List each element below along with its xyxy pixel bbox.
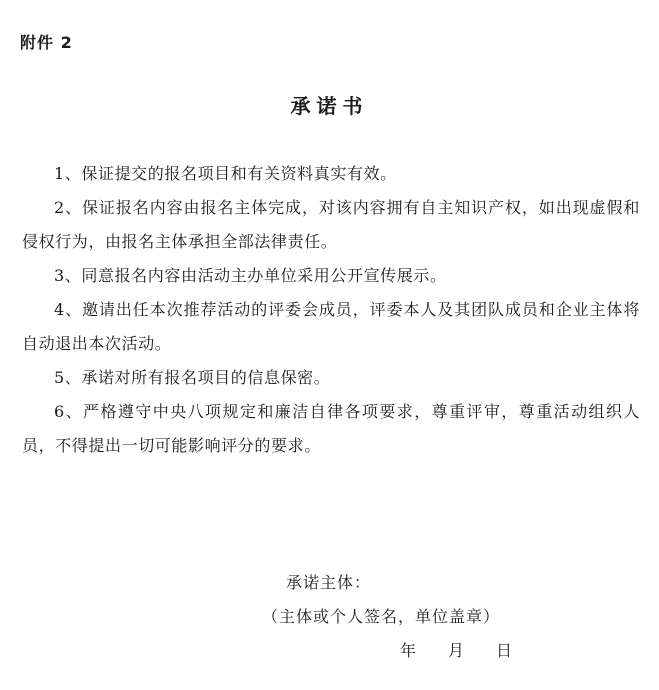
attachment-label: 附件 2 bbox=[20, 33, 73, 52]
commitment-body bbox=[22, 157, 640, 463]
signer-label: 承诺主体： bbox=[286, 573, 372, 592]
signature-instruction: （主体或个人签名，单位盖章） bbox=[262, 607, 501, 626]
commitment-item-4: 4、邀请出任本次推荐活动的评委会成员，评委本人及其团队成员和企业主体将自动退出本次活动。 bbox=[22, 300, 640, 353]
commitment-item-3: 3、同意报名内容由活动主办单位采用公开宣传展示。 bbox=[54, 266, 447, 285]
date-day-label: 日 bbox=[496, 641, 513, 660]
date-month-label: 月 bbox=[448, 641, 465, 660]
document-title: 承诺书 bbox=[290, 94, 369, 118]
date-line bbox=[400, 638, 512, 661]
commitment-item-2: 2、保证报名内容由报名主体完成，对该内容拥有自主知识产权，如出现虚假和侵权行为，由报名主体承担全部法律责任。 bbox=[22, 198, 640, 251]
date-year-label: 年 bbox=[400, 641, 417, 660]
commitment-item-6: 6、严格遵守中央八项规定和廉洁自律各项要求，尊重评审，尊重活动组织人员，不得提出一切可能影响评分的要求。 bbox=[22, 402, 640, 455]
commitment-item-5: 5、承诺对所有报名项目的信息保密。 bbox=[54, 368, 331, 387]
commitment-item-1: 1、保证提交的报名项目和有关资料真实有效。 bbox=[54, 164, 397, 183]
